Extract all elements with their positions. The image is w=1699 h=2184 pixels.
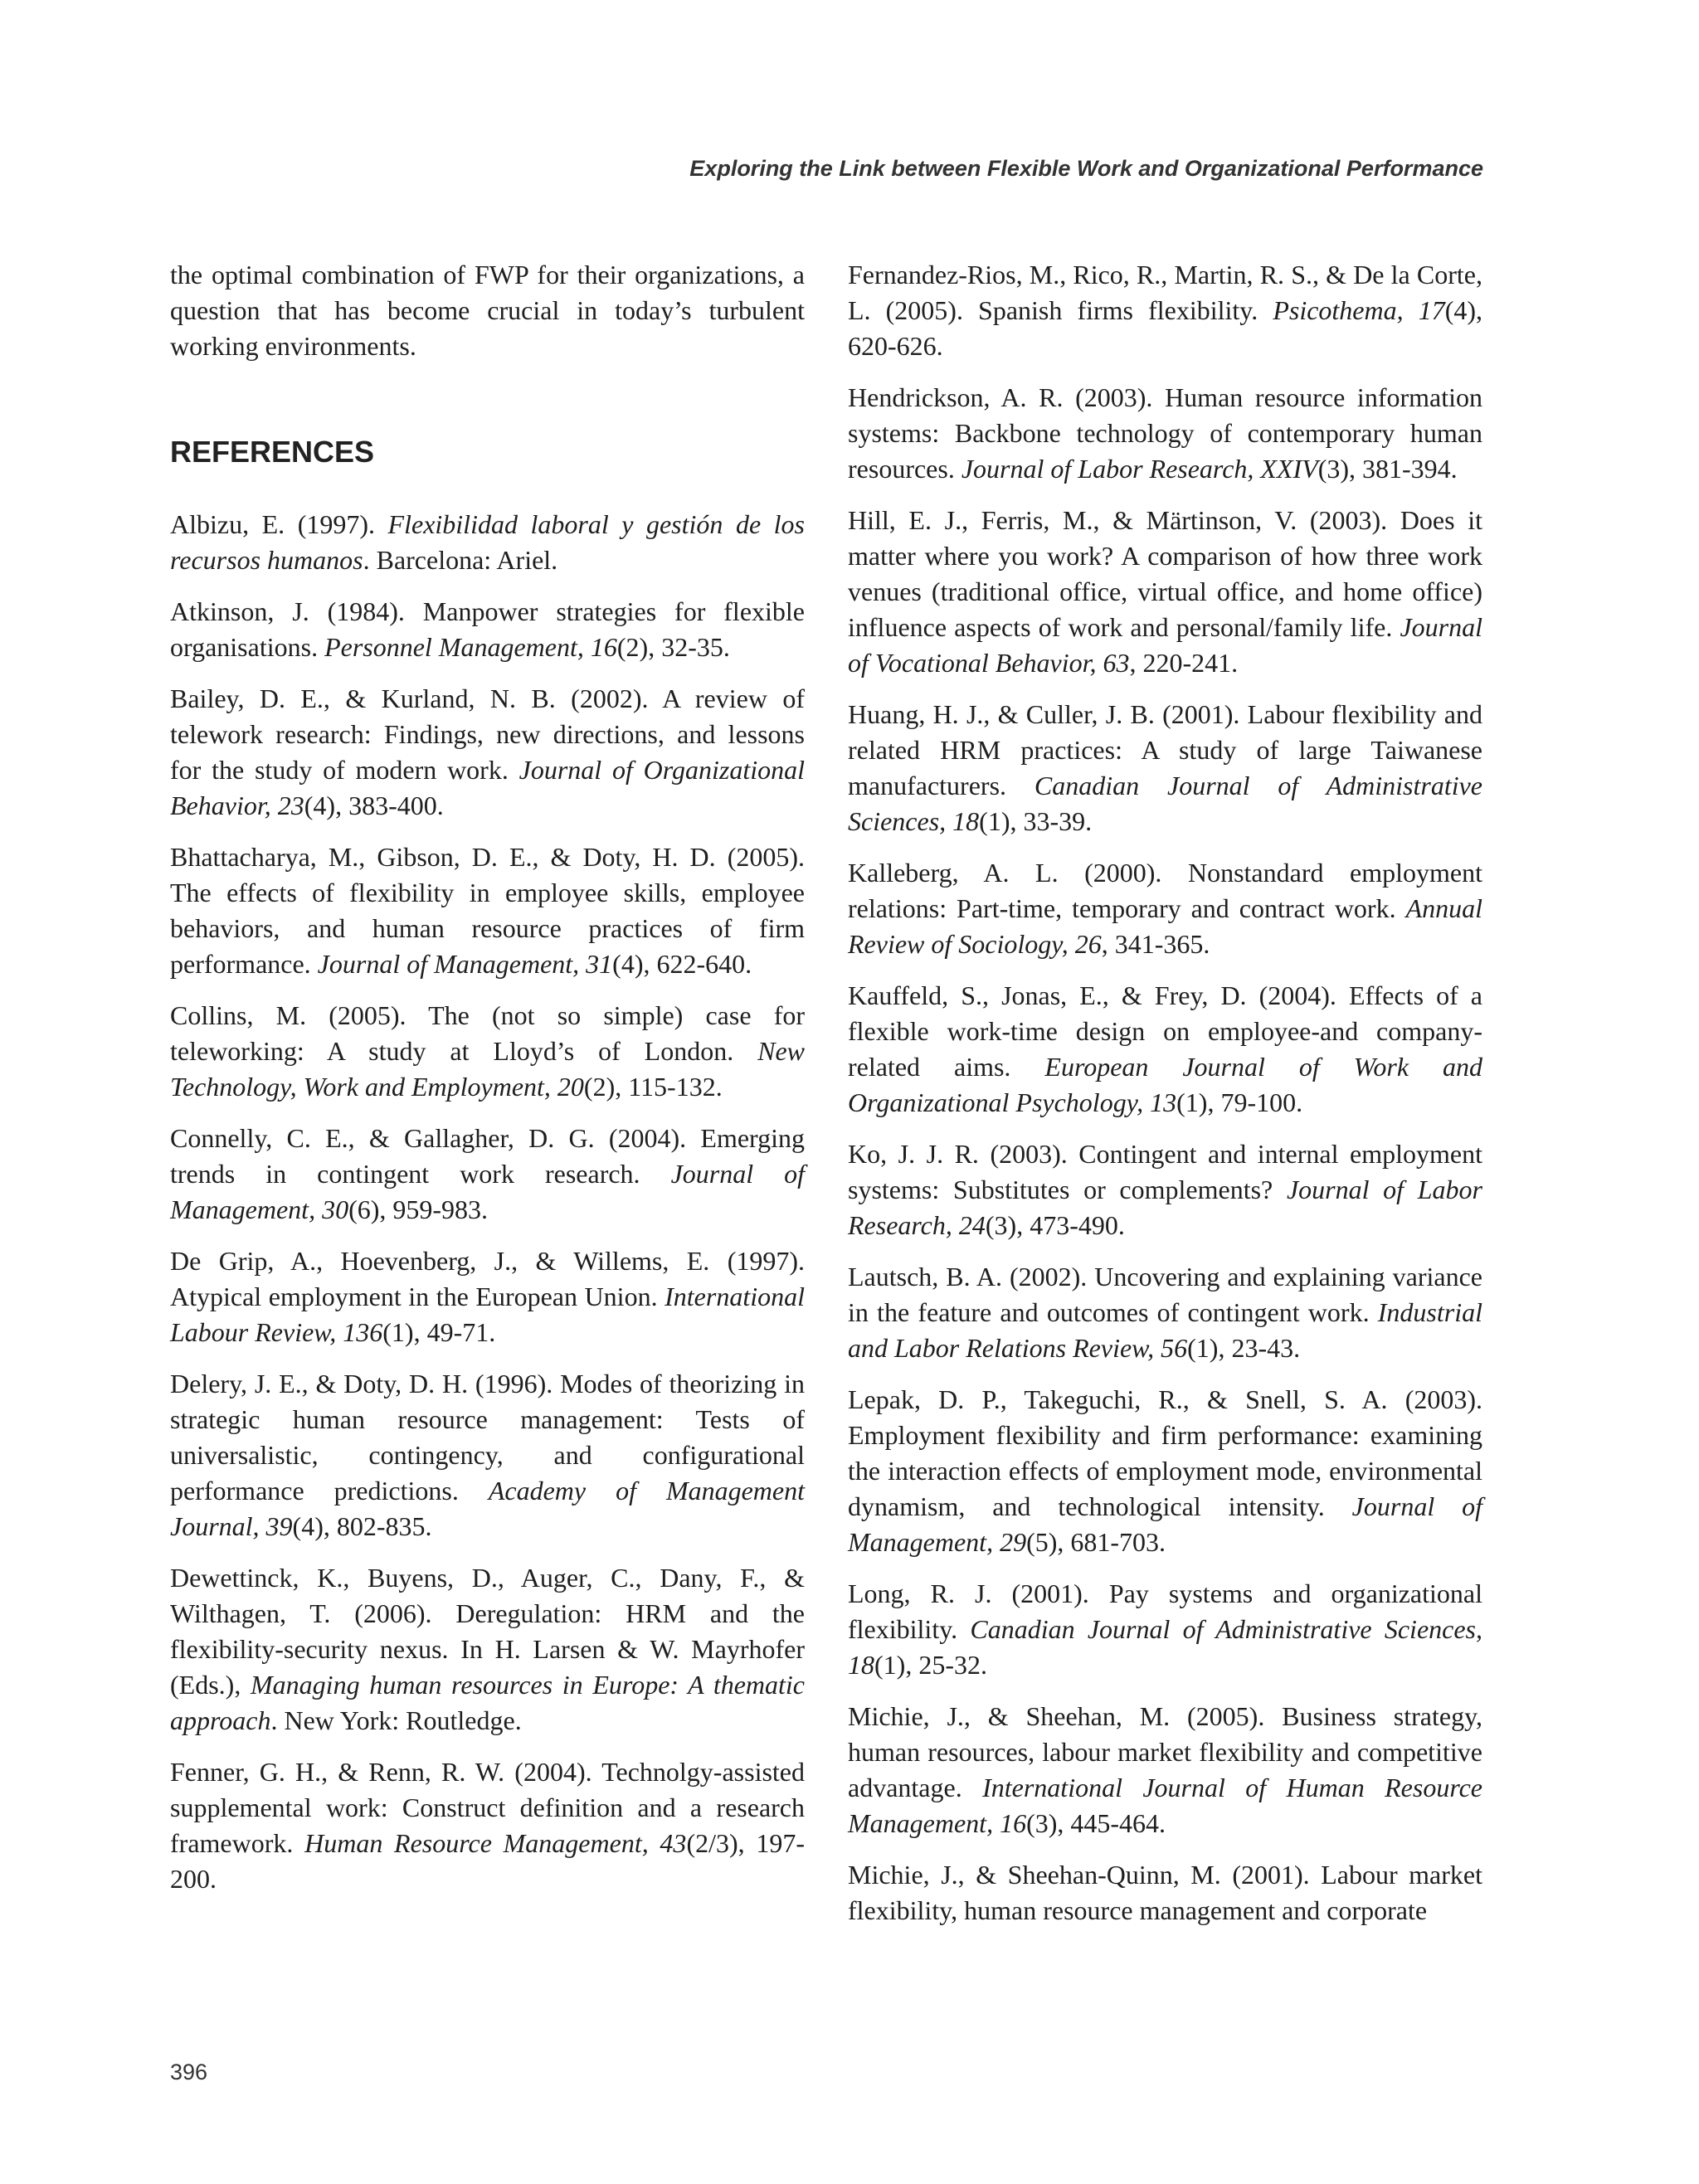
reference-entry (170, 507, 805, 578)
reference-entry (848, 697, 1482, 839)
reference-source-title: Managing human resources in Europe: A thematic approach (170, 1670, 806, 1735)
reference-entry (848, 503, 1482, 681)
reference-text: Hill, E. J., Ferris, M., & Märtinson, V. (2003). Does it matter where you work? A comparison of how three work venues (traditional office, virtual office, and home office) influence aspects of work and personal/family life. (848, 505, 1482, 642)
reference-text: (2), 32-35. (616, 632, 730, 662)
reference-entry (170, 839, 805, 982)
reference-source-title: Human Resource Management, 43 (304, 1828, 687, 1858)
reference-text: (1), 33-39. (979, 806, 1093, 836)
reference-text: Dewettinck, K., Buyens, D., Auger, C., Dany, F., & Wilthagen, T. (2006). Deregulation: HRM and the flexibility-security nexus. In H. Larsen & W. Mayrhofer (Eds.), (170, 1563, 805, 1700)
reference-text: Hendrickson, A. R. (2003). Human resource information systems: Backbone technology of contemporary human resources. (848, 382, 1482, 484)
reference-text: Fernandez-Rios, M., Rico, R., Martin, R. S., & De la Corte, L. (2005). Spanish firms flexibility. (848, 260, 1482, 325)
reference-source-title: Journal of Management, 30 (170, 1159, 806, 1224)
reference-text: (4), 622-640. (612, 949, 752, 979)
reference-text: Michie, J., & Sheehan, M. (2005). Business strategy, human resources, labour market flexibility and competitive advantage. (848, 1701, 1482, 1802)
reference-text: (6), 959-983. (348, 1194, 489, 1224)
reference-text: De Grip, A., Hoevenberg, J., & Willems, E. (1997). Atypical employment in the European Union. (170, 1246, 805, 1311)
reference-entry (170, 681, 805, 824)
reference-source-title: Journal of Organizational Behavior, 23 (170, 755, 805, 820)
references-heading: REFERENCES (170, 435, 375, 469)
reference-text: (4), 802-835. (292, 1511, 432, 1541)
references-list-left (170, 507, 805, 1897)
left-column (170, 257, 805, 1913)
reference-entry (848, 257, 1482, 364)
reference-entry (848, 978, 1482, 1121)
reference-source-title: Canadian Journal of Administrative Sciences, 18 (848, 1614, 1483, 1680)
reference-entry (170, 998, 805, 1105)
reference-text: Atkinson, J. (1984). Manpower strategies for flexible organisations. (170, 596, 805, 662)
reference-text: Albizu, E. (1997). (170, 509, 388, 539)
reference-text: Lautsch, B. A. (2002). Uncovering and explaining variance in the feature and outcomes of contingent work. (848, 1262, 1482, 1327)
reference-entry (170, 1121, 805, 1228)
reference-entry (848, 380, 1482, 487)
reference-text: (4), 620-626. (848, 295, 1483, 361)
reference-text: , 220-241. (1129, 648, 1239, 678)
reference-entry (170, 1366, 805, 1544)
reference-text: (3), 445-464. (1026, 1808, 1166, 1838)
reference-text: Fenner, G. H., & Renn, R. W. (2004). Technolgy-assisted supplemental work: Construct definition and a research framework. (170, 1757, 805, 1858)
reference-source-title: Academy of Management Journal, 39 (170, 1476, 806, 1541)
reference-entry (170, 594, 805, 665)
reference-entry (848, 1699, 1482, 1841)
reference-source-title: European Journal of Work and Organizational Psychology, 13 (848, 1052, 1483, 1117)
reference-text: (5), 681-703. (1026, 1527, 1166, 1557)
reference-entry (170, 1754, 805, 1897)
reference-entry (848, 1857, 1482, 1929)
reference-text: Ko, J. J. R. (2003). Contingent and internal employment systems: Substitutes or complements? (848, 1139, 1482, 1204)
reference-entry (848, 1136, 1482, 1243)
reference-text: . Barcelona: Ariel. (363, 545, 558, 575)
reference-text: (1), 49-71. (382, 1317, 496, 1347)
reference-source-title: Journal of Management, 29 (848, 1491, 1483, 1557)
reference-text: Long, R. J. (2001). Pay systems and organizational flexibility. (848, 1578, 1482, 1644)
reference-text: Connelly, C. E., & Gallagher, D. G. (2004). Emerging trends in contingent work research. (170, 1123, 805, 1189)
reference-text: (1), 25-32. (874, 1650, 987, 1680)
reference-text: Bailey, D. E., & Kurland, N. B. (2002). A review of telework research: Findings, new directions, and lessons for the study of modern work. (170, 683, 805, 785)
reference-entry (170, 1560, 805, 1739)
reference-text: Kalleberg, A. L. (2000). Nonstandard employment relations: Part-time, temporary and contract work. (848, 858, 1482, 923)
reference-entry (848, 1382, 1482, 1560)
reference-source-title: Journal of Labor Research, XXIV (961, 454, 1318, 484)
running-header: Exploring the Link between Flexible Work and Organizational Performance (689, 156, 1483, 181)
reference-text: (2), 115-132. (583, 1072, 723, 1102)
reference-entry (848, 855, 1482, 962)
references-list-right (848, 257, 1482, 1929)
reference-source-title: International Journal of Human Resource Management, 16 (848, 1773, 1483, 1838)
intro-paragraph: the optimal combination of FWP for their organizations, a question that has become crucial in today’s turbulent working environments. (170, 260, 805, 361)
reference-source-title: Journal of Labor Research, 24 (848, 1175, 1482, 1240)
reference-source-title: Canadian Journal of Administrative Sciences, 18 (848, 771, 1483, 836)
reference-source-title: Industrial and Labor Relations Review, 56 (848, 1297, 1482, 1363)
reference-text: Bhattacharya, M., Gibson, D. E., & Doty, H. D. (2005). The effects of flexibility in employee skills, employee behaviors, and human resource practices of firm performance. (170, 842, 805, 979)
reference-entry (848, 1576, 1482, 1683)
reference-text: Collins, M. (2005). The (not so simple) case for teleworking: A study at Lloyd’s of London. (170, 1000, 805, 1066)
reference-source-title: Personnel Management, 16 (324, 632, 617, 662)
reference-text: (1), 23-43. (1187, 1333, 1301, 1363)
reference-text: (4), 383-400. (304, 790, 444, 820)
reference-source-title: International Labour Review, 136 (170, 1282, 805, 1347)
reference-entry (170, 1243, 805, 1350)
reference-text: (3), 381-394. (1317, 454, 1458, 484)
reference-source-title: Psicothema, 17 (1273, 295, 1445, 325)
reference-text: , 341-365. (1101, 929, 1210, 959)
right-column (848, 257, 1482, 1944)
reference-source-title: Journal of Vocational Behavior, 63 (848, 612, 1482, 678)
reference-text: Huang, H. J., & Culler, J. B. (2001). Labour flexibility and related HRM practices: A study of large Taiwanese manufacturers. (848, 699, 1482, 800)
reference-source-title: Journal of Management, 31 (317, 949, 613, 979)
page-number: 396 (170, 2060, 208, 2084)
reference-source-title: New Technology, Work and Employment, 20 (170, 1036, 805, 1102)
reference-text: (2/3), 197-200. (170, 1828, 806, 1894)
reference-text: Michie, J., & Sheehan-Quinn, M. (2001). Labour market flexibility, human resource management and corporate (848, 1860, 1482, 1925)
reference-text: (3), 473-490. (985, 1210, 1125, 1240)
reference-text: . New York: Routledge. (270, 1705, 522, 1735)
reference-text: Lepak, D. P., Takeguchi, R., & Snell, S. A. (2003). Employment flexibility and firm performance: examining the interaction effects of employment mode, environmental dynamism, and technological intensity. (848, 1384, 1482, 1521)
reference-text: Delery, J. E., & Doty, D. H. (1996). Modes of theorizing in strategic human resource management: Tests of universalistic, contingency, and configurational performance predictions. (170, 1369, 805, 1505)
reference-text: (1), 79-100. (1176, 1087, 1303, 1117)
reference-entry (848, 1259, 1482, 1366)
reference-text: Kauffeld, S., Jonas, E., & Frey, D. (2004). Effects of a flexible work-time design on employee-and company-related aims. (848, 980, 1482, 1082)
reference-source-title: Flexibilidad laboral y gestión de los recursos humanos (170, 509, 806, 575)
reference-source-title: Annual Review of Sociology, 26 (848, 893, 1482, 959)
